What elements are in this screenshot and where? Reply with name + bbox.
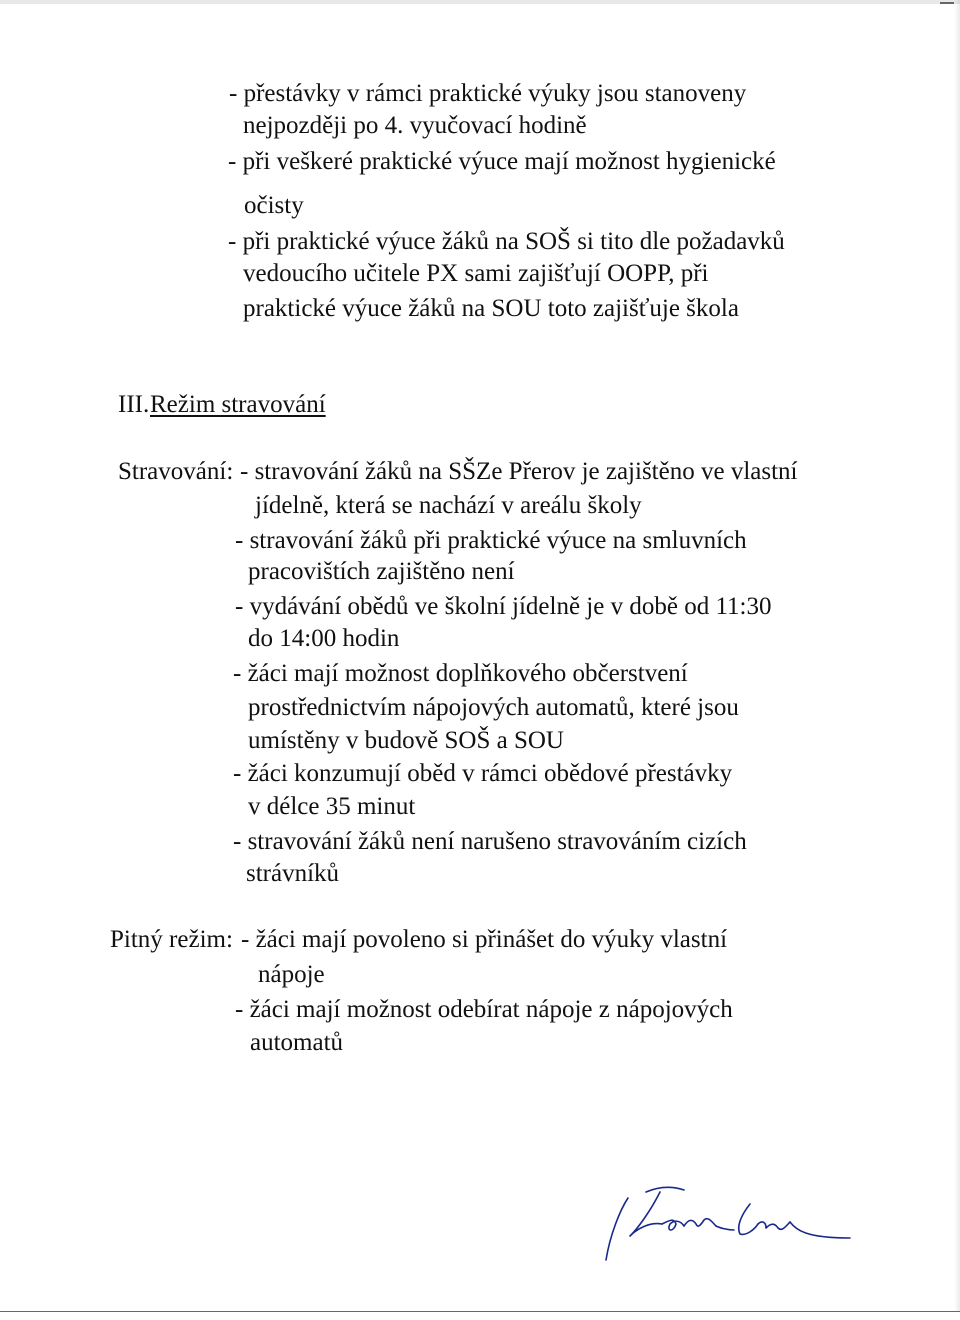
stravovani-line: - stravování žáků při praktické výuce na smluvních	[235, 527, 747, 554]
top-list-line: vedoucího učitele PX sami zajišťují OOPP, při	[243, 260, 709, 287]
section-number: III.	[118, 391, 150, 418]
stravovani-line: pracovištích zajištěno není	[248, 558, 515, 585]
stravovani-label: Stravování:	[118, 458, 234, 485]
stravovani-line: - žáci konzumují oběd v rámci obědové přestávky	[233, 760, 733, 787]
signature-image	[600, 1180, 860, 1270]
scan-edge-top	[0, 0, 960, 4]
stravovani-line: jídelně, která se nachází v areálu školy	[255, 492, 642, 519]
pitny-rezim-line: automatů	[250, 1029, 344, 1056]
stravovani-line: prostřednictvím nápojových automatů, které jsou	[248, 694, 739, 721]
scan-corner-mark	[940, 2, 954, 4]
top-list-line: - přestávky v rámci praktické výuky jsou stanoveny	[229, 80, 747, 107]
pitny-rezim-line: nápoje	[258, 961, 325, 988]
pitny-rezim-label: Pitný režim:	[110, 926, 233, 953]
pitny-rezim-line: - žáci mají povoleno si přinášet do výuky vlastní	[241, 926, 728, 953]
scan-edge-right	[954, 0, 960, 1320]
section-title: Režim stravování	[150, 391, 326, 418]
stravovani-line: - stravování žáků na SŠZe Přerov je zajištěno ve vlastní	[240, 458, 798, 485]
stravovani-line: v délce 35 minut	[248, 793, 416, 820]
top-list-line: - při veškeré praktické výuce mají možnost hygienické	[228, 148, 776, 175]
top-list-line: nejpozději po 4. vyučovací hodině	[243, 112, 587, 139]
stravovani-line: - vydávání obědů ve školní jídelně je v době od 11:30	[235, 593, 772, 620]
stravovani-line: - stravování žáků není narušeno stravováním cizích	[233, 828, 747, 855]
top-list-line: praktické výuce žáků na SOU toto zajišťuje škola	[243, 295, 739, 322]
pitny-rezim-line: - žáci mají možnost odebírat nápoje z nápojových	[235, 996, 733, 1023]
stravovani-line: - žáci mají možnost doplňkového občerstvení	[233, 660, 688, 687]
top-list-line: - při praktické výuce žáků na SOŠ si tito dle požadavků	[228, 228, 785, 255]
top-list-line: očisty	[244, 192, 304, 219]
stravovani-line: umístěny v budově SOŠ a SOU	[248, 727, 564, 754]
stravovani-line: strávníků	[246, 860, 340, 887]
scan-edge-bottom	[0, 1311, 960, 1320]
stravovani-line: do 14:00 hodin	[248, 625, 400, 652]
